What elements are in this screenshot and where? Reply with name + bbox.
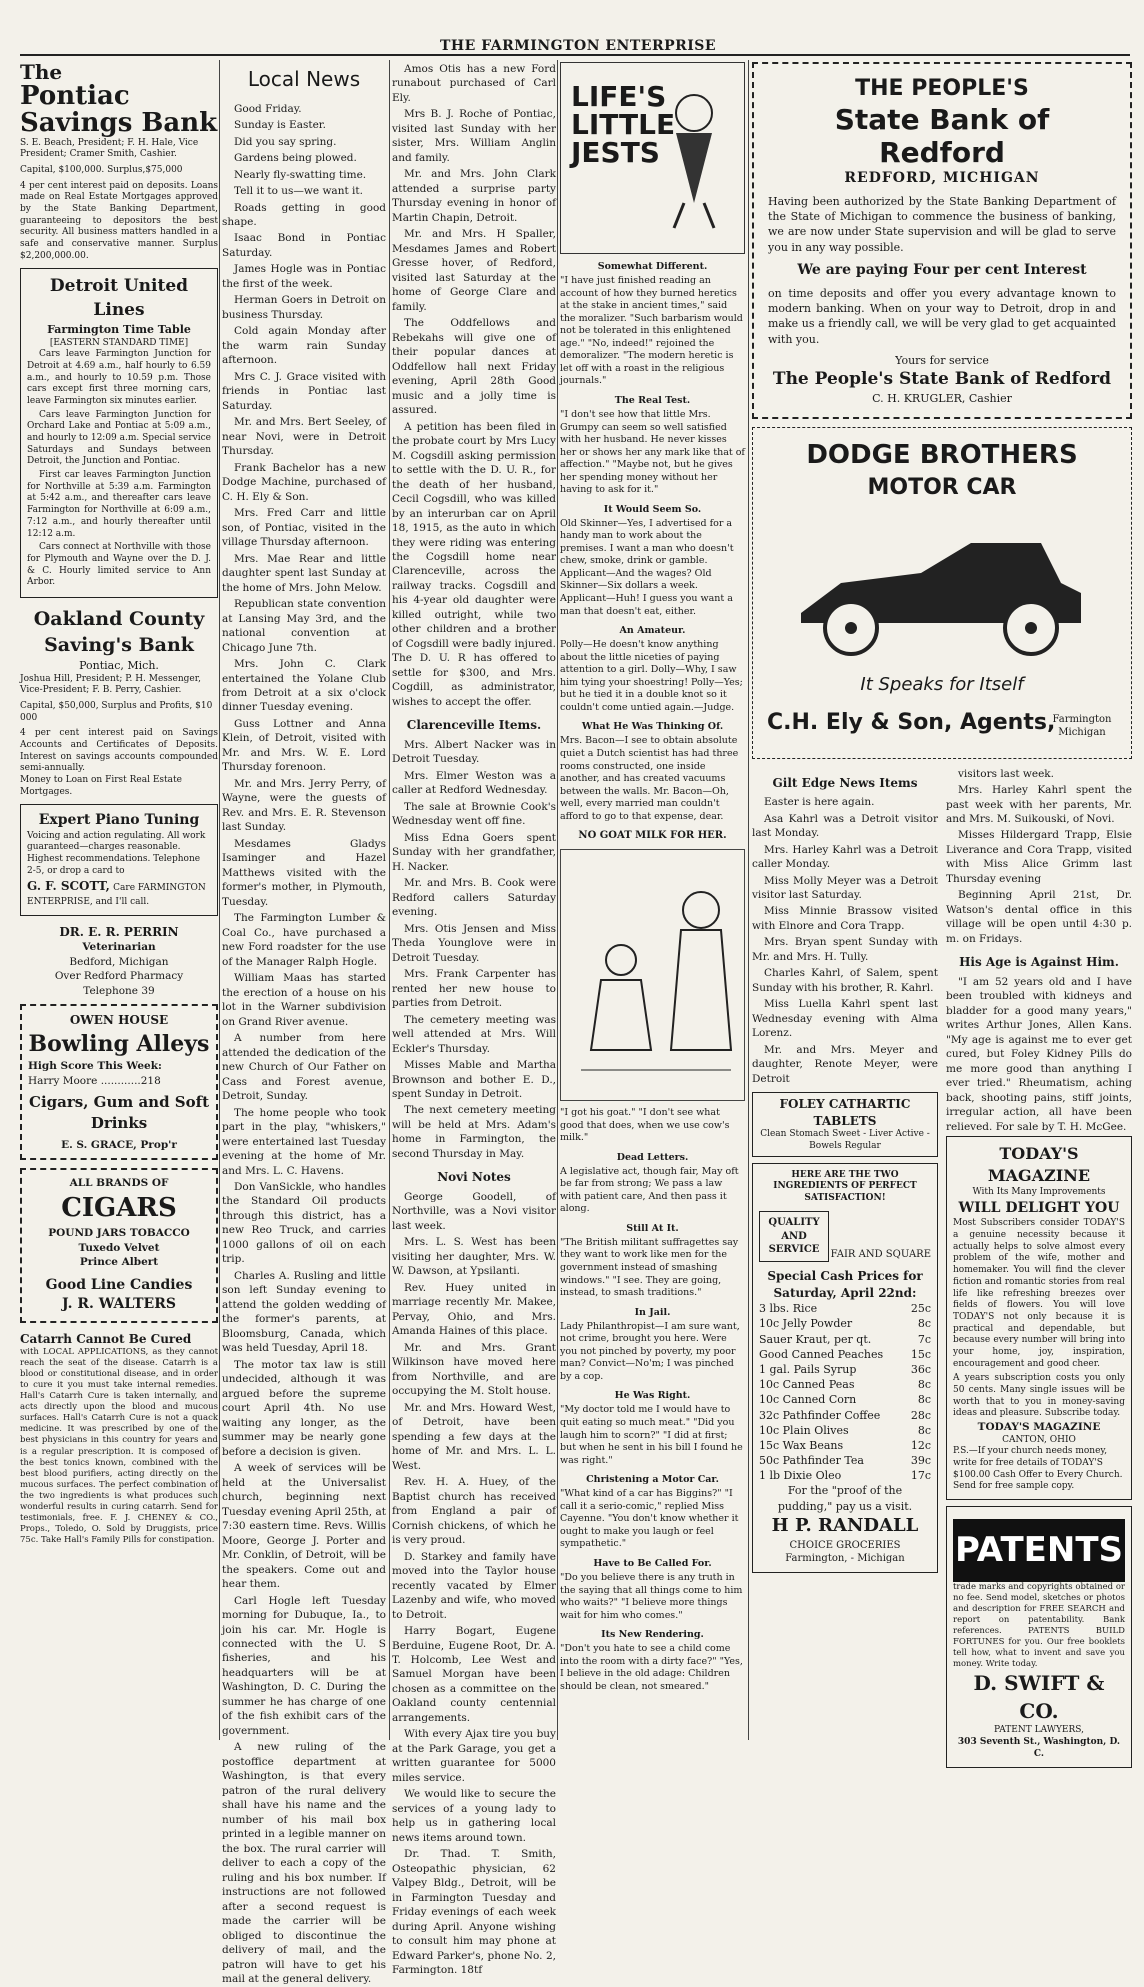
motor-car-icon bbox=[781, 523, 1101, 663]
news-item: Republican state convention at Lansing May 3rd, and the national convention at Chicago June 7th. bbox=[222, 598, 386, 654]
price-value: 8c bbox=[917, 1423, 931, 1437]
column-1 bbox=[20, 62, 218, 1737]
price-item: 15c Wax Beans bbox=[759, 1438, 844, 1452]
news-item: Beginning April 21st, Dr. Watson's dental office in this village will be open until 4:30 p. m. on Fridays. bbox=[946, 889, 1132, 945]
local-news-heading: Local News bbox=[247, 67, 361, 91]
ad-sub: With Its Many Improvements bbox=[972, 1187, 1106, 1198]
ad-capital: Capital, $50,000, Surplus and Profits, $10 000 bbox=[20, 700, 213, 723]
column-5 bbox=[752, 62, 1132, 1759]
newspaper-title: THE FARMINGTON ENTERPRISE bbox=[440, 38, 717, 54]
news-item: Isaac Bond in Pontiac Saturday. bbox=[222, 232, 386, 259]
catarrh-ad bbox=[20, 1331, 218, 1546]
news-item: Miss Molly Meyer was a Detroit visitor last Saturday. bbox=[752, 874, 938, 901]
price-row bbox=[759, 1332, 931, 1347]
news-item: Mr. and Mrs. B. Cook were Redford callers Saturday evening. bbox=[392, 877, 556, 919]
ad-name: G. F. SCOTT, bbox=[27, 878, 110, 893]
foley-cathartic-ad bbox=[752, 1092, 938, 1156]
news-item: Miss Minnie Brassow visited with Elnore and Cora Trapp. bbox=[752, 905, 938, 932]
ad-line: Tuxedo Velvet bbox=[78, 1241, 160, 1254]
news-item: The cemetery meeting was well attended at Mrs. Will Eckler's Thursday. bbox=[392, 1013, 556, 1055]
joke-title: In Jail. bbox=[634, 1306, 671, 1318]
news-item: Mrs. Otis Jensen and Miss Theda Younglove were in Detroit Tuesday. bbox=[392, 922, 556, 964]
news-item: Herman Goers in Detroit on business Thursday. bbox=[222, 294, 386, 321]
ad-line: ALL BRANDS OF bbox=[69, 1177, 169, 1190]
ad-sub: WILL DELIGHT YOU bbox=[958, 1200, 1120, 1217]
news-item: Miss Edna Goers spent Sunday with her grandfather, H. Nacker. bbox=[392, 831, 556, 873]
gilt-edge-list bbox=[752, 795, 938, 1086]
ad-line: POUND JARS TOBACCO bbox=[48, 1227, 190, 1240]
ad-name: TODAY'S MAGAZINE bbox=[977, 1421, 1101, 1434]
news-item: Mr. and Mrs. Howard West, of Detroit, have been spending a few days at the home of Mr. and Mrs. L. L. West. bbox=[392, 1401, 556, 1472]
patents-ad bbox=[946, 1506, 1132, 1768]
price-value: 8c bbox=[917, 1317, 931, 1331]
news-item: Mrs. Bryan spent Sunday with Mr. and Mrs. H. Tully. bbox=[752, 936, 938, 963]
ad-title: Cigars, Gum and Soft Drinks bbox=[29, 1093, 209, 1132]
news-item: Miss Luella Kahrl spent last Wednesday evening with Alma Lorenz. bbox=[752, 998, 938, 1040]
ad-body: For the "proof of the pudding," pay us a visit. bbox=[777, 1484, 913, 1513]
price-row bbox=[759, 1423, 931, 1438]
ad-subtitle: Farmington Time Table bbox=[47, 323, 191, 337]
news-item: George Goodell, of Northville, was a Novi visitor last week. bbox=[392, 1190, 556, 1232]
joke-title: Christening a Motor Car. bbox=[586, 1474, 719, 1486]
price-value: 28c bbox=[910, 1408, 931, 1422]
gilt-edge-heading: Gilt Edge News Items bbox=[772, 775, 918, 790]
joke-body: "Don't you hate to see a child come into the room with a dirty face?" "Yes, I believe in the old adage: Children should be clean, not smeared." bbox=[560, 1643, 743, 1692]
joke-title: Still At It. bbox=[626, 1222, 679, 1234]
ad-closing: Yours for service bbox=[895, 353, 989, 367]
ad-body: 4 per cent interest paid on deposits. Loans made on Real Estate Mortgages approved by the State Banking Department, guaranteeing to depositors the best security. All business matters handled in a safe and conservative manner. Surplus $2,200,000.00. bbox=[20, 180, 218, 261]
price-value: 7c bbox=[917, 1332, 931, 1346]
news-item: Mr. and Mrs. Bert Seeley, of near Novi, were in Detroit Thursday. bbox=[222, 416, 386, 458]
price-value: 12c bbox=[910, 1438, 931, 1452]
ad-place: Bedford, Michigan bbox=[69, 955, 169, 968]
news-item: With every Ajax tire you buy at the Park Garage, you get a written guarantee for 5000 miles service. bbox=[392, 1728, 556, 1784]
price-item: 32c Pathfinder Coffee bbox=[759, 1408, 881, 1422]
gilt-edge-left bbox=[752, 767, 938, 1774]
dodge-brothers-ad bbox=[752, 427, 1132, 759]
news-item: Mrs. John C. Clark entertained the Yolane Club from Detroit at a six o'clock dinner Tuesday evening. bbox=[222, 658, 386, 714]
cartoon-title: NO GOAT MILK FOR HER. bbox=[578, 830, 727, 842]
price-item: 10c Canned Peas bbox=[759, 1378, 855, 1392]
price-row bbox=[759, 1438, 931, 1453]
ad-title: THE PEOPLE'S bbox=[855, 76, 1029, 101]
news-item: Misses Mable and Martha Brownson and bother E. D., spent Sunday in Detroit. bbox=[392, 1059, 556, 1100]
news-item: Dr. Thad. T. Smith, Osteopathic physician, 62 Valpey Bldg., Detroit, will be in Farmington Tuesday and Friday evenings of each week during April. Anyone wishing to consult him may phone at Edward Parker's, phone No. 2, Farmington. 18tf bbox=[392, 1848, 556, 1977]
ad-rate: We are paying Four per cent Interest bbox=[797, 261, 1087, 278]
news-item: Carl Hogle left Tuesday morning for Dubuque, Ia., to join his car. Mr. Hogle is connected with the U. S fisheries, and his headquarters will be at Washington, D. C. During the summer he has charge of one of the fish exhibit cars of the government. bbox=[222, 1594, 386, 1737]
price-value: 15c bbox=[910, 1347, 931, 1361]
price-row bbox=[759, 1316, 931, 1331]
news-item: visitors last week. bbox=[958, 767, 1055, 780]
price-item: 10c Jelly Powder bbox=[759, 1317, 853, 1331]
news-item: Mrs. Fred Carr and little son, of Pontiac, visited in the village Thursday afternoon. bbox=[222, 507, 386, 549]
ad-line: Good Line Candies bbox=[45, 1276, 193, 1293]
ad-sign: The People's State Bank of Redford bbox=[772, 368, 1112, 389]
ad-name: J. R. WALTERS bbox=[62, 1296, 176, 1313]
news-item: Mrs. Harley Kahrl spent the past week with her parents, Mr. and Mrs. M. Suikouski, of Novi. bbox=[946, 784, 1132, 825]
ad-title: Detroit United Lines bbox=[49, 276, 189, 320]
ad-name: E. S. GRACE, Prop'r bbox=[61, 1138, 177, 1151]
bowling-alleys-ad bbox=[20, 1004, 218, 1160]
ad-body: on time deposits and offer you every advantage known to modern banking. When on your way to Detroit, drop in and make us a friendly call, we will be very glad to get acquainted with you. bbox=[768, 287, 1116, 346]
gilt-edge-list-2 bbox=[946, 767, 1132, 947]
news-item: Mrs. Frank Carpenter has rented her new house to parties from Detroit. bbox=[392, 968, 556, 1010]
column-4 bbox=[560, 62, 745, 1737]
news-item: Mr. and Mrs. Grant Wilkinson have moved here from Northville, and are occupying the M. Stolt house. bbox=[392, 1341, 556, 1398]
ad-line: Prince Albert bbox=[79, 1256, 159, 1269]
ad-title: Expert Piano Tuning bbox=[38, 812, 200, 829]
ad-officers: S. E. Beach, President; F. H. Hale, Vice President; Cramer Smith, Cashier. bbox=[20, 137, 199, 160]
ad-phone: Telephone 39 bbox=[83, 984, 155, 997]
novi-heading: Novi Notes bbox=[437, 1170, 511, 1185]
news-item: Charles A. Rusling and little son left Sunday evening to attend the golden wedding of the former's parents, at Bloomsburg, Canada, which was held Tuesday, April 18. bbox=[222, 1269, 386, 1355]
ad-ps: P.S.—If your church needs money, write for free details of TODAY'S $100.00 Cash Offer to Every Church. Send for free sample copy. bbox=[953, 1446, 1123, 1492]
lifes-little-jests-logo bbox=[560, 62, 745, 254]
joke-body: Mrs. Bacon—I see to obtain absolute quiet a Dutch scientist has had three rooms constructed, one inside another, and has created vacuums between the walls. Mr. Bacon—Oh, well, every married man couldn't afford to go to that expense, dear. bbox=[560, 735, 739, 822]
ad-role: Veterinarian bbox=[82, 941, 156, 954]
ad-title: TODAY'S MAGAZINE bbox=[987, 1144, 1091, 1186]
ad-place: Farmington Michigan bbox=[1052, 713, 1112, 739]
price-row bbox=[759, 1392, 931, 1407]
news-item: Don VanSickle, who handles the Standard Oil products through this district, has a new Reo Truck, and carries 1000 gallons of oil on each trip. bbox=[222, 1180, 386, 1266]
joke-body: A legislative act, though fair, May oft be far from strong; We pass a law with patient care, And then pass it along. bbox=[560, 1165, 739, 1215]
column-divider bbox=[748, 60, 749, 1740]
price-item: Good Canned Peaches bbox=[759, 1347, 884, 1361]
column-divider bbox=[219, 60, 220, 1740]
cartoon-caption: "I got his goat." "I don't see what good that does, when we use cow's milk." bbox=[560, 1107, 730, 1144]
ad-paragraph: Cars leave Farmington Junction for Orchard Lake and Pontiac at 5:09 a.m., and hourly to 12:09 a.m. Special service Saturdays and Sundays between Detroit, the Junction and Pontiac. bbox=[27, 409, 211, 467]
cigars-ad bbox=[20, 1168, 218, 1322]
ad-title: OWEN HOUSE bbox=[69, 1013, 169, 1028]
ad-place: REDFORD, MICHIGAN bbox=[844, 169, 1040, 186]
price-value: 25c bbox=[910, 1302, 931, 1316]
news-item: Cold again Monday after the warm rain Sunday afternoon. bbox=[222, 325, 386, 367]
news-item: D. Starkey and family have moved into the Taylor house recently vacated by Elmer Lazenby and wife, who moved to Detroit. bbox=[392, 1550, 556, 1621]
price-item: 10c Canned Corn bbox=[759, 1393, 857, 1407]
age-body: "I am 52 years old and I have been troubled with kidneys and bladder for a good many years," writes Arthur Jones, Allen Kans. "My age is against me to ever get cured, but Foley Kidney Pills do me more good than anything I ever tried." Rheumatism, aching back, shooting pains, stiff joints, irregular action, all have been relieved. For sale by T. H. McGee. bbox=[946, 975, 1132, 1133]
news-item: Sunday is Easter. bbox=[234, 119, 327, 132]
price-item: 3 lbs. Rice bbox=[759, 1302, 818, 1316]
news-item: Easter is here again. bbox=[764, 796, 875, 809]
joke-body: Polly—He doesn't know anything about the little niceties of paying attention to a girl. Dolly—Why, I saw him tying your shoestring! Polly—Yes; but he tied it in a double knot so it couldn't come untied again.—Judge. bbox=[560, 639, 743, 713]
joke-title: An Amateur. bbox=[619, 625, 686, 637]
joke-body: Lady Philanthropist—I am sure want, not crime, brought you here. Were you not pinched by poverty, my poor man? Convict—No'm; I was pinched by a cop. bbox=[560, 1320, 740, 1382]
news-item: Charles Kahrl, of Salem, spent Sunday with his brother, R. Kahrl. bbox=[752, 967, 938, 994]
ad-body: 4 per cent interest paid on Savings Accounts and Certificates of Deposits. Interest on savings accounts compounded semi-annually. bbox=[20, 728, 218, 774]
ad-body: trade marks and copyrights obtained or no fee. Send model, sketches or photos and description for FREE SEARCH and report on patentability. Bank references. PATENTS BUILD FORTUNES for you. Our free booklets tell how, what to invent and save you money. Write today. bbox=[953, 1581, 1125, 1670]
price-value: 8c bbox=[917, 1393, 931, 1407]
joke-title: Have to Be Called For. bbox=[593, 1557, 712, 1569]
ad-place: CANTON, OHIO bbox=[1002, 1434, 1076, 1445]
news-item: Mrs. Mae Rear and little daughter spent last Sunday at the home of Mrs. John Melow. bbox=[222, 552, 386, 594]
news-item: Amos Otis has a new Ford runabout purchased of Carl Ely. bbox=[392, 63, 556, 104]
veterinarian-ad bbox=[20, 924, 218, 998]
jokes-list-2 bbox=[560, 1151, 745, 1694]
quality-box: QUALITY AND SERVICE bbox=[759, 1211, 829, 1262]
todays-magazine-ad bbox=[946, 1136, 1132, 1500]
joke-body: Old Skinner—Yes, I advertised for a handy man to work about the premises. I want a man who doesn't chew, smoke, drink or gamble. Applicant—And the wages? Old Skinner—Six dollars a week. Applicant—Huh! I guess you want a man that doesn't eat, either. bbox=[560, 517, 734, 617]
clarenceville-list bbox=[392, 738, 556, 1162]
ad-title: State Bank of Redford bbox=[834, 103, 1050, 169]
ad-agents: C.H. Ely & Son, Agents, bbox=[767, 709, 1056, 735]
ad-title: Oakland County bbox=[33, 607, 205, 630]
joke-title: It Would Seem So. bbox=[603, 503, 702, 515]
price-row bbox=[759, 1362, 931, 1377]
ad-body: Care FARMINGTON ENTERPRISE, and I'll call. bbox=[27, 882, 206, 908]
oakland-bank-ad bbox=[20, 606, 218, 798]
news-item: Rev. H. A. Huey, of the Baptist church has received from England a pair of Cornish chickens, of which he is very proud. bbox=[392, 1476, 556, 1547]
news-item: James Hogle was in Pontiac the first of the week. bbox=[222, 263, 386, 290]
ad-slogan: It Speaks for Itself bbox=[860, 673, 1024, 695]
news-item: The motor tax law is still undecided, although it was argued before the supreme court April 4th. No use waiting any longer, as the summer may be nearly gone before a decision is given. bbox=[222, 1358, 386, 1458]
ad-capital: Capital, $100,000. Surplus,$75,000 bbox=[20, 164, 183, 175]
ad-cashier: C. H. KRUGLER, Cashier bbox=[872, 392, 1012, 406]
ad-title: PATENTS bbox=[953, 1519, 1125, 1582]
news-item: The Oddfellows and Rebekahs will give one of their popular dances at Oddfellow hall next Friday evening, April 28th Good music and a jolly time is assured. bbox=[392, 317, 556, 417]
price-item: 1 lb Dixie Oleo bbox=[759, 1469, 842, 1483]
column-2 bbox=[222, 62, 386, 1986]
ad-body: A years subscription costs you only 50 cents. Many single issues will be worth that to you in money-saving ideas and pleasure. Subscribe today. bbox=[953, 1373, 1125, 1419]
ad-body: Most Subscribers consider TODAY'S a genuine necessity because it actually helps to solve almost every problem of the wife, mother and homemaker. You will find the clever fiction and romantic stories from real life like refreshing breezes over fields of flowers. You will love TODAY'S not only because it is practical and dependable, but because every number will bring into your home, joy, inspiration, encouragement and good cheer. bbox=[953, 1218, 1125, 1369]
news-item: A new ruling of the postoffice department at Washington, is that every patron of the rural delivery shall have his name and the number of his mail box printed in a legible manner on the box. The rural carrier will deliver to each a copy of the ruling and his box number. If instructions are not followed after a second request is made the carrier will be obliged to discontinue the delivery of mail, and the patron will have to get his mail at the general delivery. bbox=[222, 1741, 386, 1986]
masthead bbox=[0, 0, 1144, 58]
news-item: Nearly fly-swatting time. bbox=[234, 168, 367, 181]
news-list bbox=[392, 62, 556, 709]
joke-title: What He Was Thinking Of. bbox=[581, 721, 724, 733]
randall-groceries-ad bbox=[752, 1163, 938, 1573]
news-item: Roads getting in good shape. bbox=[222, 201, 386, 228]
jokes-list bbox=[560, 260, 745, 823]
ad-subhead: Special Cash Prices for Saturday, April 22nd: bbox=[767, 1269, 923, 1300]
goat-cartoon-icon bbox=[561, 850, 744, 1098]
news-item: Harry Bogart, Eugene Berduine, Eugene Root, Dr. A. T. Holcomb, Lee West and Samuel Morgan have been chosen as a committee on the Oakland county centennial arrangements. bbox=[392, 1625, 556, 1724]
news-item: William Maas has started the erection of a house on his lot in the Warner subdivision on Grand River avenue. bbox=[222, 972, 386, 1028]
news-item: The Farmington Lumber & Coal Co., have purchased a new Ford roadster for the use of the Manager Ralph Hogle. bbox=[222, 912, 386, 968]
news-item: Mrs. Harley Kahrl was a Detroit caller Monday. bbox=[752, 843, 938, 871]
price-value: 17c bbox=[910, 1469, 931, 1483]
news-item: The sale at Brownie Cook's Wednesday went off fine. bbox=[392, 800, 556, 828]
news-item: Guss Lottner and Anna Klein, of Detroit, visited with Mr. and Mrs. W. E. Lord Thursday forenoon. bbox=[222, 717, 386, 774]
novi-list bbox=[392, 1190, 556, 1978]
news-item: Mr. and Mrs. H Spaller, Mesdames James and Robert Gresse hover, of Redford, visited last Saturday at the home of George Clare and family. bbox=[392, 228, 556, 313]
local-news-list bbox=[222, 102, 386, 1987]
price-item: Sauer Kraut, per qt. bbox=[759, 1332, 872, 1346]
news-item: Mr. and Mrs. Meyer and daughter, Renote Meyer, were Detroit bbox=[752, 1043, 938, 1085]
column-divider bbox=[557, 60, 558, 1740]
ad-note: [EASTERN STANDARD TIME] bbox=[49, 337, 189, 348]
header-rule bbox=[20, 54, 1130, 56]
gilt-edge-right bbox=[946, 767, 1132, 1774]
ad-title: Bowling Alleys bbox=[28, 1030, 210, 1057]
ad-location: Over Redford Pharmacy bbox=[54, 970, 184, 983]
piano-tuning-ad bbox=[20, 804, 218, 915]
news-item: Did you say spring. bbox=[234, 135, 337, 148]
clarenceville-heading: Clarenceville Items. bbox=[406, 718, 542, 733]
ad-body: Money to Loan on First Real Estate Mortgages. bbox=[20, 775, 182, 797]
price-row bbox=[759, 1377, 931, 1392]
ad-paragraph: First car leaves Farmington Junction for Northville at 5:39 a.m. Farmington at 5:42 a.m., and thereafter cars leave Farmington for Northville at 6:09 a.m., 7:12 a.m., and hourly thereafter until 12:12 a.m. bbox=[27, 470, 211, 539]
price-value: 36c bbox=[910, 1362, 931, 1376]
price-value: 8c bbox=[917, 1378, 931, 1392]
joke-title: He Was Right. bbox=[614, 1390, 691, 1402]
gilt-edge-section bbox=[752, 767, 1132, 1774]
price-value: 39c bbox=[910, 1454, 931, 1468]
joke-body: "I don't see how that little Mrs. Grumpy can seem so well satisfied with her husband. He never kisses her or shows her any mark like that of affection." "Maybe not, but he gives her spending money without her having to ask for it." bbox=[560, 409, 745, 496]
joke-body: "I have just finished reading an account of how they burned heretics at the stake in ancient times," said the moralizer. "Such barbarism would not be tolerated in this enlightened age." "No, indeed!" rejoined the demoralizer. "The modern heretic is let off with a roast in the religious journals." bbox=[560, 275, 743, 387]
news-item: Tell it to us—we want it. bbox=[234, 185, 363, 198]
price-row bbox=[759, 1408, 931, 1423]
ad-role: PATENT LAWYERS, bbox=[994, 1725, 1084, 1736]
ad-title: Pontiac bbox=[20, 81, 130, 111]
news-item: Mr. and Mrs. Jerry Perry, of Wayne, were the guests of Rev. and Mrs. E. R. Stevenson last Sunday. bbox=[222, 777, 386, 834]
news-item: Mrs. Elmer Weston was a caller at Redford Wednesday. bbox=[392, 769, 556, 797]
ad-title: Catarrh Cannot Be Cured bbox=[20, 1331, 192, 1346]
column-divider bbox=[389, 60, 390, 1740]
ad-body: Voicing and action regulating. All work guaranteed—charges reasonable. Highest recommendations. Telephone 2-5, or drop a card to bbox=[27, 830, 206, 876]
ad-place: Farmington, - Michigan bbox=[785, 1553, 905, 1565]
ad-title: CIGARS bbox=[61, 1192, 177, 1223]
news-item: Mrs C. J. Grace visited with friends in Pontiac last Saturday. bbox=[222, 370, 386, 412]
news-item: Gardens being plowed. bbox=[234, 152, 357, 165]
joke-title: Dead Letters. bbox=[616, 1151, 689, 1163]
joke-title: Somewhat Different. bbox=[597, 261, 708, 272]
ad-body: Having been authorized by the State Banking Department of the State of Michigan to commence the business of banking, we are now under State supervision and will be glad to serve you in any way possible. bbox=[768, 195, 1116, 254]
ad-address: 303 Seventh St., Washington, D. C. bbox=[957, 1737, 1121, 1759]
news-item: Mesdames Gladys Isaminger and Hazel Matthews visited with the former's mother, in Plymouth, Tuesday. bbox=[222, 837, 386, 908]
joke-body: "What kind of a car has Biggins?" "I call it a serio-comic," replied Miss Cayenne. "You don't know whether it ought to make you laugh or feel sympathetic." bbox=[560, 1488, 739, 1550]
ad-officers: Joshua Hill, President; P. H. Messenger, Vice-President; F. B. Perry, Cashier. bbox=[20, 673, 201, 696]
ad-name: DR. E. R. PERRIN bbox=[59, 924, 179, 939]
joke-body: "The British militant suffragettes say they want to work like men for the government instead of smashing windows." "I see. They are going, instead, to smash traditions." bbox=[560, 1236, 739, 1299]
ad-title: The bbox=[20, 60, 63, 84]
joke-body: "My doctor told me I would have to quit eating so much meat." "Did you laugh him to scorn?" "I did at first; but when he sent in his bill I found he was right." bbox=[560, 1404, 743, 1466]
news-item: The home people who took part in the play, "whiskers," were entertained last Tuesday evening at the home of Mr. and Mrs. L. C. Havens. bbox=[222, 1106, 386, 1177]
news-item: A number from here attended the dedication of the new Church of Our Father on Cass and Forest avenue, Detroit, Sunday. bbox=[222, 1032, 386, 1103]
ad-title: DODGE BROTHERS bbox=[806, 439, 1078, 470]
news-item: We would like to secure the services of a young lady to help us in gathering local news items around town. bbox=[392, 1788, 556, 1844]
news-item: Rev. Huey united in marriage recently Mr. Makee, Pervay, Ohio, and Mrs. Amanda Haines of this place. bbox=[392, 1281, 556, 1338]
news-item: Mrs. Albert Nacker was in Detroit Tuesday. bbox=[392, 738, 556, 766]
news-item: Mr. and Mrs. John Clark attended a surprise party Thursday evening in honor of Martin Chapin, Detroit. bbox=[392, 168, 556, 224]
ad-title: HERE ARE THE TWO INGREDIENTS OF PERFECT SATISFACTION! bbox=[773, 1169, 917, 1204]
joke-title: The Real Test. bbox=[614, 394, 691, 406]
news-item: Mrs B. J. Roche of Pontiac, visited last Sunday with her sister, Mrs. William Anglin and family. bbox=[392, 108, 556, 164]
detroit-united-lines-ad bbox=[20, 268, 218, 598]
age-heading: His Age is Against Him. bbox=[959, 955, 1119, 970]
price-row bbox=[759, 1301, 931, 1316]
price-row bbox=[759, 1347, 931, 1362]
ad-role: CHOICE GROCERIES bbox=[789, 1539, 901, 1551]
jester-illustration-icon bbox=[654, 83, 734, 233]
price-item: 1 gal. Pails Syrup bbox=[759, 1362, 857, 1376]
ad-name: H P. RANDALL bbox=[771, 1514, 919, 1536]
ad-paragraph: Cars connect at Northville with those for Plymouth and Wayne over the D. J. & C. Hourly limited service to Ann Arbor. bbox=[27, 542, 211, 588]
joke-body: "Do you believe there is any truth in the saying that all things come to him who waits?" "I believe more things wait for him who comes." bbox=[560, 1572, 743, 1621]
price-item: 50c Pathfinder Tea bbox=[759, 1454, 864, 1468]
news-item: Mrs. L. S. West has been visiting her daughter, Mrs. W. W. Dawson, at Ypsilanti. bbox=[392, 1236, 556, 1278]
ad-place: Pontiac, Mich. bbox=[79, 659, 159, 673]
ad-title: FOLEY CATHARTIC TABLETS bbox=[779, 1097, 911, 1128]
ad-title: Saving's Bank bbox=[44, 634, 194, 657]
news-item: A petition has been filed in the probate court by Mrs Lucy M. Cogsdill asking permission to settle with the D. U. R., for the death of her husband, Cecil Cogsdill, who was killed by an interurban car on April 18, 1915, as the auto in which they were riding was entering the Cogsdill home near Clarenceville, across the railway tracks. Cogsdill and his 4-year old daughter were killed outright, while two other children and a brother of Cogsdill were badly injured. The D. U. R has offered to settle for $300, and Mrs. Cogdill, as administrator, wishes to accept the offer. bbox=[392, 420, 556, 708]
column-3 bbox=[392, 62, 556, 1977]
price-row bbox=[759, 1468, 931, 1483]
cartoon-illustration bbox=[560, 849, 745, 1101]
news-item: The next cemetery meeting will be held at Mrs. Adam's home in Farmington, the second Thursday in May. bbox=[392, 1104, 556, 1160]
fair-square-label: FAIR AND SQUARE bbox=[830, 1249, 931, 1261]
ad-sub: Clean Stomach Sweet - Liver Active - Bowels Regular bbox=[760, 1129, 930, 1152]
ad-title: Savings Bank bbox=[20, 108, 218, 139]
logo-title: LIFE'S LITTLE JESTS bbox=[571, 80, 676, 169]
ad-paragraph: Cars leave Farmington Junction for Detroit at 4.69 a.m., half hourly to 6.59 a.m., and hourly to 10.59 p.m. Those cars except first three morning cars, leave Farmington six minutes earlier. bbox=[27, 349, 211, 406]
ad-subhead: High Score This Week: bbox=[28, 1060, 162, 1073]
peoples-state-bank-ad bbox=[752, 62, 1132, 419]
ad-body: with LOCAL APPLICATIONS, as they cannot reach the seat of the disease. Catarrh is a blood or constitutional disease, and in order to cure it you must take internal remedies. Hall's Catarrh Cure is taken internally, and acts directly upon the blood and mucous surfaces. Hall's Catarrh Cure is not a quack medicine. It was prescribed by one of the best physicians in this country for years and is a regular prescription. It is composed of the best tonics known, combined with the best blood purifiers, acting directly on the mucous surfaces. The perfect combination of the two ingredients is what produces such wonderful results in curing catarrh. Send for testimonials, free. F. J. CHENEY & CO., Props., Toledo, O. Sold by Druggists, price 75c. Take Hall's Family Pills for constipation. bbox=[20, 1347, 218, 1545]
news-item: Frank Bachelor has a new Dodge Machine, purchased of C. H. Ely & Son. bbox=[222, 461, 386, 503]
news-item: Asa Kahrl was a Detroit visitor last Monday. bbox=[752, 812, 938, 840]
price-item: 10c Plain Olives bbox=[759, 1423, 849, 1437]
ad-title: MOTOR CAR bbox=[867, 475, 1017, 501]
ad-score: Harry Moore ............218 bbox=[28, 1074, 161, 1087]
news-item: Good Friday. bbox=[234, 102, 302, 115]
pontiac-bank-ad bbox=[20, 62, 218, 262]
ad-name: D. SWIFT & CO. bbox=[973, 1671, 1105, 1723]
price-row bbox=[759, 1453, 931, 1468]
price-list bbox=[759, 1301, 931, 1483]
news-item: A week of services will be held at the Universalist church, beginning next Tuesday evening April 25th, at 7:30 eastern time. Revs. Willis Moore, George J. Porter and Mr. Conklin, of Detroit, will be the speakers. Come out and hear them. bbox=[222, 1462, 386, 1591]
joke-title: Its New Rendering. bbox=[601, 1629, 704, 1641]
news-item: Misses Hildergard Trapp, Elsie Liverance and Cora Trapp, visited with Miss Alice Grimm last Thursday evening bbox=[946, 829, 1132, 885]
